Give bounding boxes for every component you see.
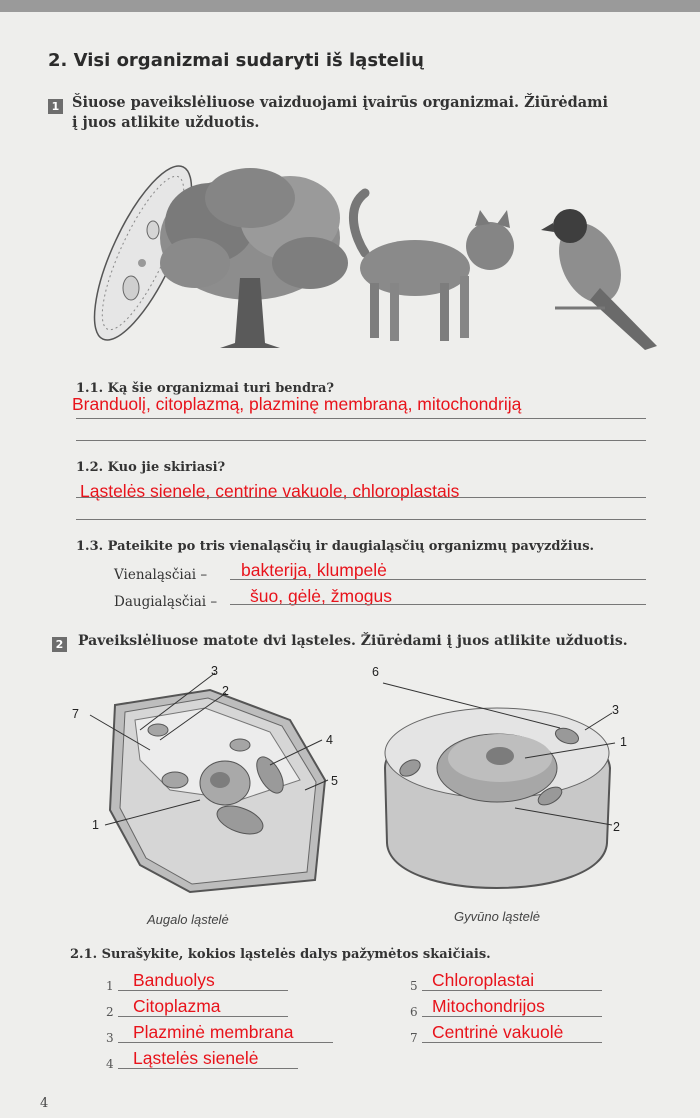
answer-part-6: Mitochondrijos (432, 996, 545, 1016)
answer-1-1: Branduolį, citoplazmą, plazminę membraną, mitochondriją (72, 394, 522, 414)
task-number-badge: 1 (48, 99, 63, 114)
bird-image (541, 209, 657, 350)
answer-part-1: Banduolys (133, 970, 215, 990)
label-multicellular: Daugialąsčiai – (114, 594, 218, 610)
answer-1-2: Ląstelės sienele, centrine vakuole, chloroplastais (80, 481, 460, 501)
task2-text: Paveikslėliuose matote dvi ląsteles. Žiūrėdami į juos atlikite užduotis. (78, 633, 628, 649)
question-1-2: 1.2. Kuo jie skiriasi? (76, 460, 226, 475)
answer-part-4: Ląstelės sienelė (133, 1048, 259, 1068)
page-title: 2. Visi organizmai sudaryti iš ląstelių (48, 50, 424, 71)
answer-line (118, 1068, 298, 1069)
plant-label-1: 1 (92, 818, 99, 832)
animal-cell-caption: Gyvūno ląstelė (454, 909, 540, 924)
answer-unicellular: bakterija, klumpelė (241, 560, 387, 580)
animal-cell-diagram (375, 668, 645, 908)
answer-multicellular: šuo, gėlė, žmogus (250, 586, 393, 606)
animal-label-1: 1 (620, 735, 627, 749)
answer-line (76, 497, 646, 498)
answer-number: 7 (410, 1031, 418, 1045)
plant-label-5: 5 (331, 774, 338, 788)
cat-image (353, 193, 514, 341)
task1-text-line1: Šiuose paveikslėliuose vaizduojami įvairūs organizmai. Žiūrėdami (72, 94, 608, 111)
label-unicellular: Vienaląsčiai – (114, 567, 208, 583)
answer-line (422, 1042, 602, 1043)
answer-number: 1 (106, 979, 114, 993)
scan-top-edge (0, 0, 700, 12)
answer-number: 3 (106, 1031, 114, 1045)
answer-line (422, 1016, 602, 1017)
answer-part-2: Citoplazma (133, 996, 221, 1016)
plant-label-2: 2 (222, 684, 229, 698)
plant-label-7: 7 (72, 707, 79, 721)
animal-label-3: 3 (612, 703, 619, 717)
question-2-1: 2.1. Surašykite, kokios ląstelės dalys pažymėtos skaičiais. (70, 947, 491, 962)
answer-part-3: Plazminė membrana (133, 1022, 294, 1042)
answer-part-5: Chloroplastai (432, 970, 535, 990)
answer-line (118, 1042, 333, 1043)
plant-cell-diagram (80, 660, 340, 910)
task1-text-line2: į juos atlikite užduotis. (72, 114, 260, 131)
task-number-badge: 2 (52, 637, 67, 652)
plant-cell-caption: Augalo ląstelė (147, 912, 229, 927)
answer-line (76, 418, 646, 419)
answer-line (422, 990, 602, 991)
answer-number: 4 (106, 1057, 114, 1071)
answer-number: 6 (410, 1005, 418, 1019)
question-1-1: 1.1. Ką šie organizmai turi bendra? (76, 381, 334, 396)
answer-number: 2 (106, 1005, 114, 1019)
answer-part-7: Centrinė vakuolė (432, 1022, 564, 1042)
answer-line (76, 440, 646, 441)
answer-line (76, 519, 646, 520)
answer-line (118, 1016, 288, 1017)
answer-line (118, 990, 288, 991)
page-number: 4 (40, 1096, 49, 1111)
plant-label-6: 6 (372, 665, 379, 679)
answer-line (230, 579, 646, 580)
answer-line (230, 604, 646, 605)
answer-number: 5 (410, 979, 418, 993)
tree-image (160, 168, 348, 348)
plant-label-3: 3 (211, 664, 218, 678)
animal-label-2: 2 (613, 820, 620, 834)
plant-label-4: 4 (326, 733, 333, 747)
organisms-illustration (45, 158, 670, 358)
question-1-3: 1.3. Pateikite po tris vienaląsčių ir daugialąsčių organizmų pavyzdžius. (76, 539, 595, 554)
